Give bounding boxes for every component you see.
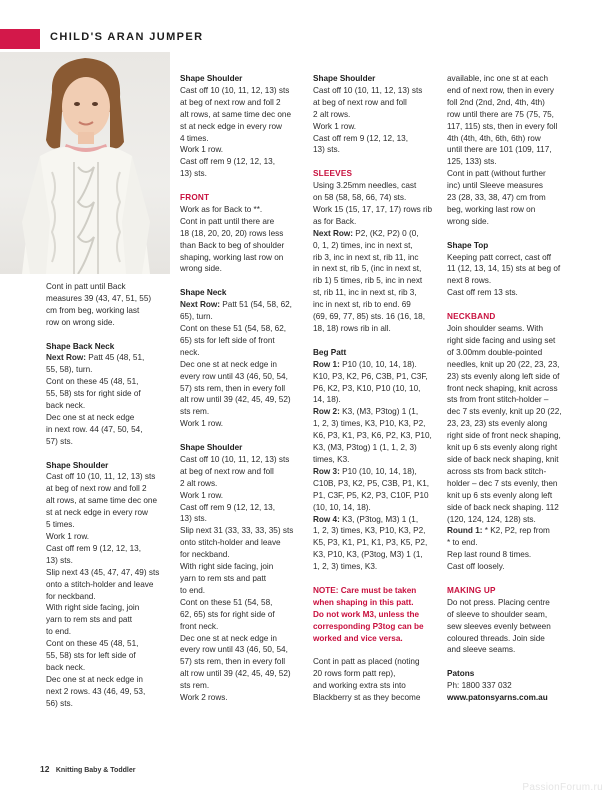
neckband-round: [447, 525, 581, 573]
row-2-label: Row 2:: [313, 407, 340, 417]
row-1-label: Row 1:: [313, 359, 340, 369]
round-1-text: * K2, P2, rep from * to end. Rep last round 8 times. Cast off loosely.: [447, 526, 550, 572]
heading-shape-top: Shape Top: [447, 240, 489, 250]
row-2-text: K3, (M3, P3tog) 1 (1, 1, 2, 3) times, K3, P10, K3, P2, K6, P3, K1, P3, K6, P2, K3, P10, K3, (M3, P3tog) 1 (1, 1, 2, 3) times, K3.: [313, 407, 432, 464]
patt-row-2: [313, 406, 441, 466]
sleeves-cast-on: Using 3.25mm needles, cast on 58 (58, 58, 66, 74) sts. Work 15 (15, 17, 17, 17) rows rib as for Back.: [313, 181, 433, 226]
neckband-text: Join shoulder seams. With right side facing and using set of 3.00mm double-pointed needles, knit up 20 (22, 23, 23, 23) sts evenly along left side of front neck shaping, knit across sts from front stitch-holder – dec 7 sts evenly, knit up 20 (22, 23, 23, 23) sts evenly along right side of front neck shaping, knit up 6 sts evenly along right side of back neck shaping, knit across sts from back stitch- holder – dec 7 sts evenly, then knit up 6 sts evenly along left side of back neck shaping. 112 (120, 124, 124, 128) sts.: [447, 324, 562, 524]
back-neck-dec: Dec one st at neck edge in next row. 44 (47, 50, 54, 57) sts.: [46, 412, 143, 446]
row-1-text: P10 (10, 10, 14, 18). K10, P3, K2, P6, C3B, P1, C3F, P6, K2, P3, K10, P10 (10, 10, 14, 18).: [313, 359, 428, 405]
back-neck-cont: Cont on these 45 (48, 51, 55, 58) sts for right side of back neck.: [46, 377, 141, 411]
heading-front: FRONT: [180, 193, 210, 203]
brand-url[interactable]: www.patonsyarns.com.au: [447, 693, 548, 703]
sleeve-inc-text: available, inc one st at each end of next row, then in every foll 2nd (2nd, 2nd, 4th, 4th) row until there are 75 (75, 75, 117, 115) sts, then in every foll 4th (4th, 4th, 6th, 6th) row until there are 101 (109, 117, 125, 133) sts. Cont in patt (without further inc) until Sleeve measures 23 (28, 33, 38, 47) cm from beg, working last row on wrong side.: [447, 74, 558, 226]
patt-row-4: [313, 514, 441, 574]
brand-phone: Ph: 1800 337 032: [447, 681, 512, 691]
row-3-label: Row 3:: [313, 466, 340, 476]
shaping-note: NOTE: Care must be taken when shaping in this patt. Do not work M3, unless the corresponding P3tog can be worked and vice versa.: [313, 585, 424, 643]
next-row-label: Next Row:: [180, 300, 221, 310]
heading-shape-neck: Shape Neck: [180, 288, 227, 298]
child-jumper-photo: [0, 52, 170, 274]
heading-shape-shoulder-2: Shape Shoulder: [180, 443, 243, 453]
column-4: [447, 73, 581, 704]
page-footer: [40, 764, 135, 774]
sleeves-next-row: [313, 228, 441, 335]
publication-name: Knitting Baby & Toddler: [55, 767, 136, 774]
heading-beg-patt: Beg Patt: [313, 347, 347, 357]
patt-row-1: [313, 359, 441, 407]
round-1-label: Round 1:: [447, 526, 483, 536]
brand-name: Patons: [447, 669, 475, 679]
pattern-title: CHILD'S ARAN JUMPER: [50, 31, 204, 43]
row-4-text: K3, (P3tog, M3) 1 (1, 1, 2, 3) times, K3, P10, K3, P2, K5, P3, K1, P1, K1, P3, K5, P2, K3, P10, K3, (P3tog, M3) 1 (1, 1, 2, 3) times, K3.: [313, 514, 428, 572]
shape-top-text: Keeping patt correct, cast off 11 (12, 13, 14, 15) sts at beg of next 8 rows. Cast off rem 13 sts.: [447, 252, 561, 298]
shoulder-text: Cast off 10 (10, 11, 12, 13) sts at beg of next row and foll 2 alt rows, at same time dec one st at neck edge in every row 4 times. Work 1 row. Cast off rem 9 (12, 12, 13, 13) sts.: [180, 85, 292, 179]
heading-neckband: NECKBAND: [447, 312, 496, 322]
back-shoulder-text: Cast off 10 (10, 11, 12, 13) sts at beg of next row and foll 2 alt rows, at same time dec one st at neck edge in every row 5 times. Work 1 row. Cast off rem 9 (12, 12, 13, 13) sts. Slip next 43 (45, 47, 47, 49) sts onto a stitch-holder and leave for neckband. With right side facing, join yarn to rem sts and patt to end. Cont on these 45 (48, 51, 55, 58) sts for left side of back neck. Dec one st at neck edge in next 2 rows. 43 (46, 49, 53, 56) sts.: [46, 472, 160, 708]
heading-shape-shoulder: Shape Shoulder: [46, 460, 109, 470]
next-row-label: Next Row:: [46, 353, 87, 363]
header-accent-bar: [0, 29, 40, 49]
heading-shape-back-neck: Shape Back Neck: [46, 341, 115, 351]
page-number: 12: [40, 764, 50, 774]
column-1: [46, 281, 174, 721]
column-3: [313, 73, 441, 716]
child-illustration: [0, 52, 170, 274]
heading-sleeves: SLEEVES: [313, 169, 353, 179]
heading-shape-shoulder: Shape Shoulder: [180, 74, 243, 83]
front-shoulder-text: Cast off 10 (10, 11, 12, 13) sts at beg of next row and foll 2 alt rows. Work 1 row. Cast off rem 9 (12, 12, 13, 13) sts. Slip next 31 (33, 33, 33, 35) sts onto stitch-holder and leave for neckband. With right side facing, join yarn to rem sts and patt to end. Cont on these 51 (54, 58, 62, 65) sts for right side of front neck. Dec one st at neck edge in every row until 43 (46, 50, 54, 57) sts rem, then in every foll alt row until 39 (42, 45, 49, 52) sts rem. Work 2 rows.: [180, 454, 294, 703]
patt-row-3: [313, 466, 441, 514]
front-neck-text: [180, 299, 308, 430]
back-neck-next-row: [46, 352, 174, 376]
row-3-text: P10 (10, 10, 14, 18), C10B, P3, K2, P5, C3B, P1, K1, P1, C3F, P5, K2, P3, C10F, P10 (10, 10, 14, 18).: [313, 466, 430, 512]
front-text: Work as for Back to **. Cont in patt until there are 18 (18, 20, 20, 20) rows less than Back to beg of shoulder shaping, working last row on wrong side.: [180, 204, 285, 274]
heading-making-up: MAKING UP: [447, 585, 496, 595]
column-2: [180, 73, 308, 716]
making-up-text: Do not press. Placing centre of sleeve to shoulder seam, sew sleeves evenly between coloured threads. Join side and sleeve seams.: [447, 597, 551, 655]
next-row-text: Patt 45 (48, 51, 55, 58), turn.: [46, 353, 145, 375]
next-row-label: Next Row:: [313, 228, 354, 238]
watermark: PassionForum.ru: [522, 782, 603, 793]
back-measure-text: Cont in patt until Back measures 39 (43, 47, 51, 55) cm from beg, working last row on wrong side.: [46, 282, 152, 327]
sleeves-next-row-text: P2, (K2, P2) 0 (0, 0, 1, 2) times, inc in next st, rib 3, inc in next st, rib 11, inc in next st, rib 5, (inc in next st, rib 1) 5 times, rib 5, inc in next st, rib 11, inc in next st, rib 3, inc in next st, rib to end. 69 (69, 69, 77, 85) sts. 16 (16, 18, 18, 18) rows rib in all.: [313, 228, 425, 334]
cont-patt-text: Cont in patt as placed (noting 20 rows form patt rep), and working extra sts into Blackberry st as they become: [313, 657, 421, 703]
heading-shape-shoulder: Shape Shoulder: [313, 74, 376, 83]
shoulder-text: Cast off 10 (10, 11, 12, 13) sts at beg of next row and foll 2 alt rows. Work 1 row. Cast off rem 9 (12, 12, 13, 13) sts.: [313, 85, 423, 155]
row-4-label: Row 4:: [313, 514, 340, 524]
front-neck-body: Patt 51 (54, 58, 62, 65), turn. Cont on these 51 (54, 58, 62, 65) sts for left side of front neck. Dec one st at neck edge in every row until 43 (46, 50, 54, 57) sts rem, then in every foll alt row until 39 (42, 45, 49, 52) sts rem. Work 1 row.: [180, 300, 292, 429]
